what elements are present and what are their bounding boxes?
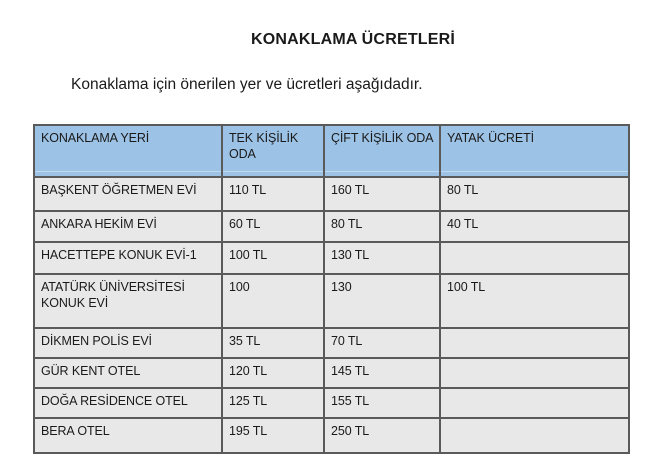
cell-place: ATATÜRK ÜNİVERSİTESİ KONUK EVİ	[34, 274, 222, 328]
cell-place: HACETTEPE KONUK EVİ-1	[34, 242, 222, 274]
cell-double-room-price: 130 TL	[324, 242, 440, 274]
table-row	[34, 274, 629, 328]
table-row	[34, 242, 629, 274]
cell-place: ANKARA HEKİM EVİ	[34, 211, 222, 242]
cell-double-room-price: 80 TL	[324, 211, 440, 242]
cell-single-room-price: 125 TL	[222, 388, 324, 418]
cell-single-room-price: 100 TL	[222, 242, 324, 274]
header-double-room: ÇİFT KİŞİLİK ODA	[324, 125, 440, 171]
table-header-row	[34, 125, 629, 171]
cell-bed-price	[440, 418, 629, 453]
cell-bed-price	[440, 328, 629, 358]
cell-single-room-price: 100	[222, 274, 324, 328]
cell-double-room-price: 130	[324, 274, 440, 328]
cell-single-room-price: 195 TL	[222, 418, 324, 453]
cell-place: BAŞKENT ÖĞRETMEN EVİ	[34, 177, 222, 211]
table-row	[34, 358, 629, 388]
cell-place: BERA OTEL	[34, 418, 222, 453]
cell-bed-price: 40 TL	[440, 211, 629, 242]
cell-single-room-price: 35 TL	[222, 328, 324, 358]
cell-double-room-price: 250 TL	[324, 418, 440, 453]
cell-place: DİKMEN POLİS EVİ	[34, 328, 222, 358]
cell-place: DOĞA RESİDENCE OTEL	[34, 388, 222, 418]
cell-place: GÜR KENT OTEL	[34, 358, 222, 388]
header-single-room: TEK KİŞİLİK ODA	[222, 125, 324, 171]
table-row	[34, 388, 629, 418]
header-accommodation-place: KONAKLAMA YERİ	[34, 125, 222, 171]
cell-single-room-price: 110 TL	[222, 177, 324, 211]
table-row	[34, 177, 629, 211]
cell-bed-price	[440, 358, 629, 388]
cell-bed-price: 80 TL	[440, 177, 629, 211]
cell-double-room-price: 70 TL	[324, 328, 440, 358]
table-row	[34, 418, 629, 453]
document-title: KONAKLAMA ÜCRETLERİ	[250, 31, 456, 48]
cell-bed-price	[440, 388, 629, 418]
cell-single-room-price: 120 TL	[222, 358, 324, 388]
cell-bed-price: 100 TL	[440, 274, 629, 328]
cell-double-room-price: 155 TL	[324, 388, 440, 418]
accommodation-prices-table	[33, 124, 630, 454]
table-row	[34, 211, 629, 242]
table-row	[34, 328, 629, 358]
cell-double-room-price: 145 TL	[324, 358, 440, 388]
cell-double-room-price: 160 TL	[324, 177, 440, 211]
document-subtitle: Konaklama için önerilen yer ve ücretleri aşağıdadır.	[71, 76, 423, 93]
header-bed-price: YATAK ÜCRETİ	[440, 125, 629, 171]
cell-single-room-price: 60 TL	[222, 211, 324, 242]
cell-bed-price	[440, 242, 629, 274]
